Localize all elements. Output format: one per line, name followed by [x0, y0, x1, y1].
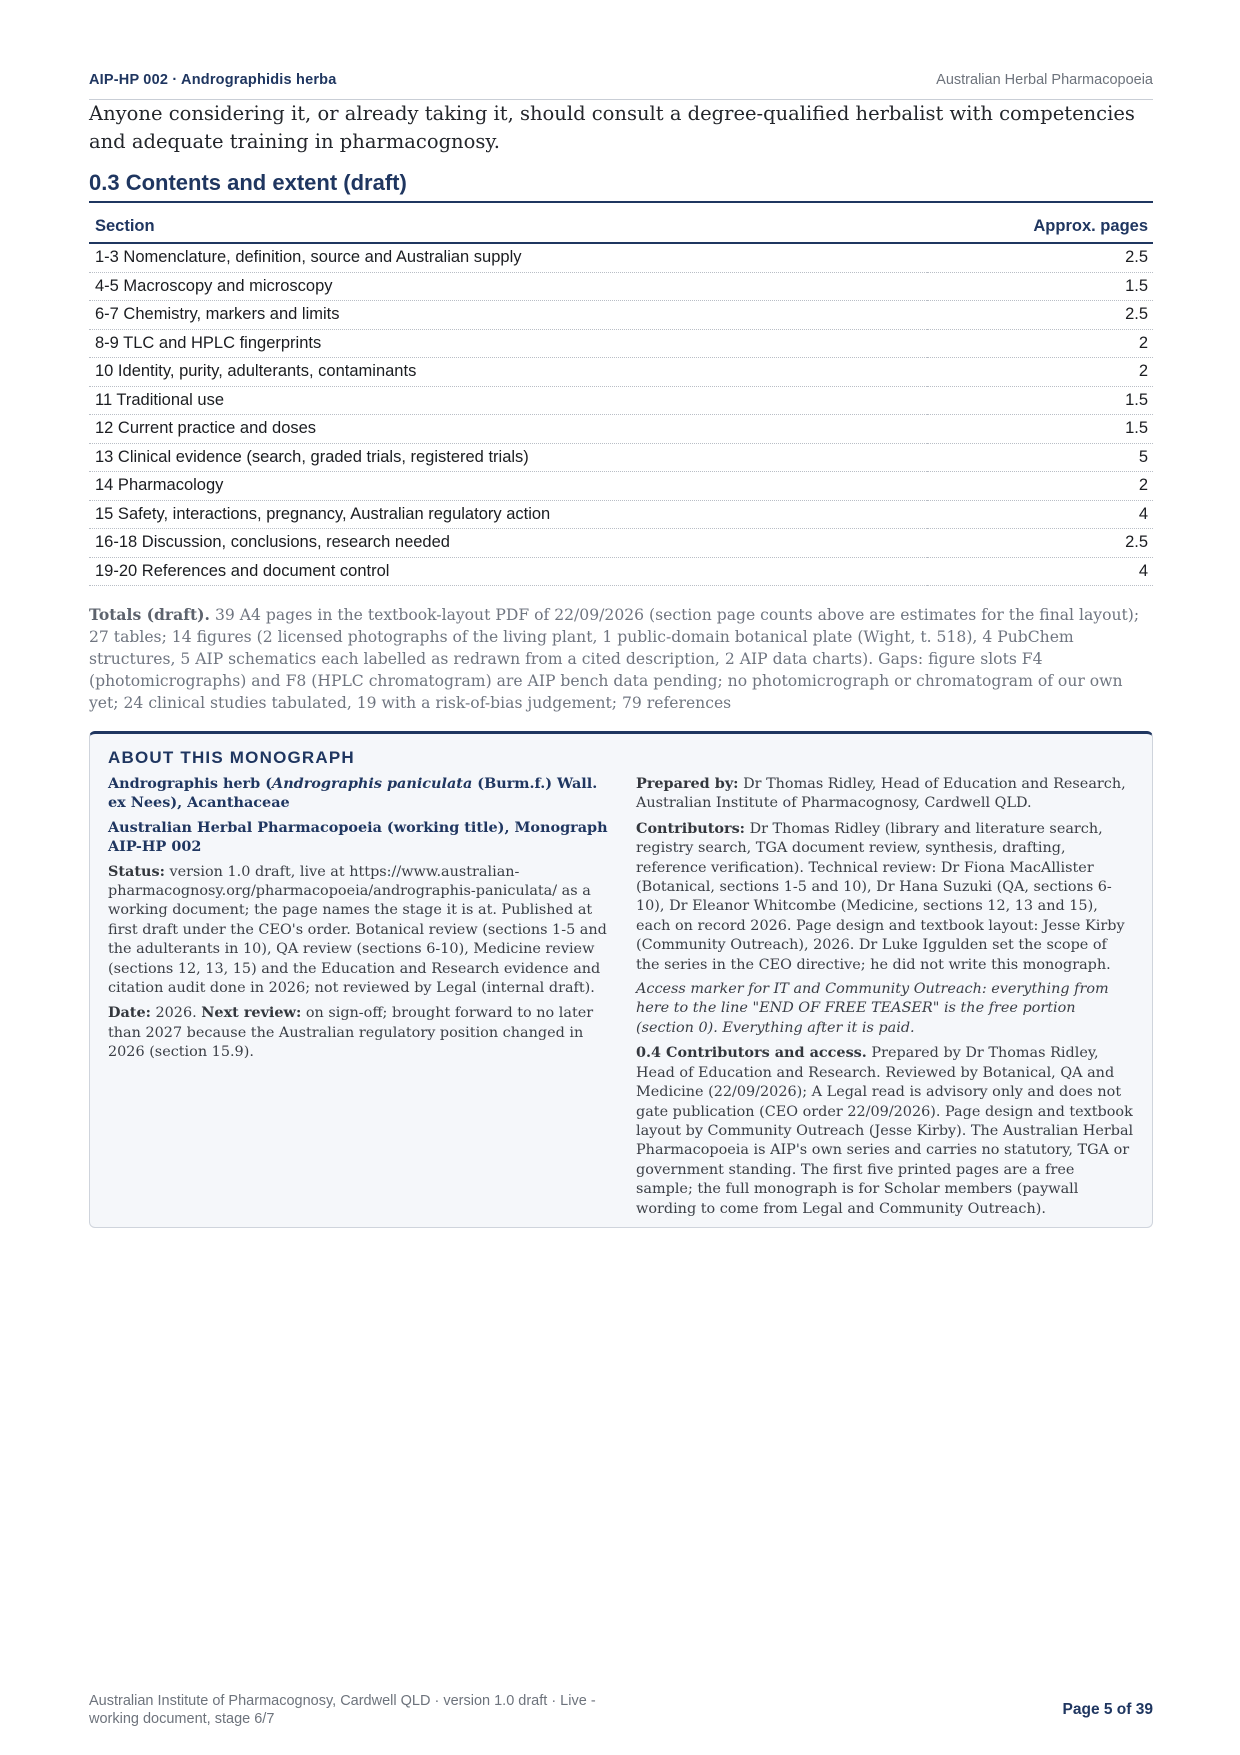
row-pages: 1.5: [927, 272, 1153, 301]
table-row: [89, 243, 1153, 272]
row-section: 8-9 TLC and HPLC fingerprints: [89, 329, 927, 358]
table-row: [89, 472, 1153, 501]
row-pages: 2: [927, 472, 1153, 501]
row-pages: 2: [927, 358, 1153, 387]
series-title: Australian Herbal Pharmacopoeia (working title), Monograph AIP-HP 002: [108, 818, 608, 856]
totals-label: Totals (draft).: [89, 605, 210, 624]
section-heading: 0.3 Contents and extent (draft): [89, 170, 1153, 203]
table-row: [89, 443, 1153, 472]
row-pages: 4: [927, 500, 1153, 529]
header-publication-title: Australian Herbal Pharmacopoeia: [936, 72, 1153, 88]
prepared-label: Prepared by:: [636, 775, 739, 792]
table-row: [89, 358, 1153, 387]
row-pages: 2.5: [927, 243, 1153, 272]
date-paragraph: [108, 1003, 613, 1062]
herb-binomial: Andrographis paniculata: [272, 775, 473, 792]
row-pages: 5: [927, 443, 1153, 472]
row-pages: 1.5: [927, 415, 1153, 444]
row-pages: 4: [927, 557, 1153, 586]
about-title: ABOUT THIS MONOGRAPH: [108, 748, 355, 767]
row-pages: 2.5: [927, 529, 1153, 558]
document-page: [89, 0, 1153, 1755]
table-row: [89, 329, 1153, 358]
next-review-label: Next review:: [201, 1004, 302, 1022]
row-section: 11 Traditional use: [89, 386, 927, 415]
contributors-access-paragraph: [636, 1043, 1134, 1219]
contributors-label: Contributors:: [636, 819, 745, 837]
column-header-pages: Approx. pages: [927, 211, 1153, 243]
about-monograph-panel: [89, 731, 1153, 1228]
row-pages: 1.5: [927, 386, 1153, 415]
row-section: 10 Identity, purity, adulterants, contaminants: [89, 358, 927, 387]
footer-institution: Australian Institute of Pharmacognosy, Cardwell QLD · version 1.0 draft · Live - working document, stage 6/7: [89, 1693, 596, 1727]
running-header: [89, 70, 1153, 100]
row-section: 16-18 Discussion, conclusions, research needed: [89, 529, 927, 558]
totals-text: 39 A4 pages in the textbook-layout PDF of 22/09/2026 (section page counts above are estimates for the final layout); 27 tables; 14 figures (2 licensed photographs of the living plant, 1 public-domain botanical plate (Wight, t. 518), 4 PubChem structures, 5 AIP schematics each labelled as redrawn from a cited description, 2 AIP data charts). Gaps: figure slots F4 (photomicrographs) and F8 (HPLC chromatogram) are AIP bench data pending; no photomicrograph or chromatogram of our own yet; 24 clinical studies tabulated, 19 with a risk-of-bias judgement; 79 references: [89, 606, 1140, 712]
page-number: Page 5 of 39: [1062, 1701, 1153, 1718]
table-row: [89, 386, 1153, 415]
herb-name: [108, 774, 613, 813]
status-text: version 1.0 draft, live at https://www.australian-pharmacognosy.org/pharmacopoeia/andrographis-paniculata/ as a working document; the page names the stage it is at. Published at first draft under the CEO's order. Botanical review (sections 1-5 and the adulterants in 10), QA review (sections 6-10), Medicine review (sections 12, 13, 15) and the Education and Research evidence and citation audit done in 2026; not reviewed by Legal (internal draft).: [108, 863, 607, 997]
status-label: Status:: [108, 862, 165, 880]
row-section: 1-3 Nomenclature, definition, source and Australian supply: [89, 243, 927, 272]
contributors-paragraph: [636, 819, 1134, 975]
contributors-text: Dr Thomas Ridley (library and literature search, registry search, TGA document review, synthesis, drafting, reference verification). Technical review: Dr Fiona MacAllister (Botanical, sections 1-5 and 10), Dr Hana Suzuki (QA, sections 6-10), Dr Eleanor Whitcombe (Medicine, sections 12, 13 and 15), each on record 2026. Page design and textbook layout: Jesse Kirby (Community Outreach), 2026. Dr Luke Iggulden set the scope of the series in the CEO directive; he did not write this monograph.: [636, 820, 1125, 973]
row-section: 12 Current practice and doses: [89, 415, 927, 444]
prepared-paragraph: [636, 774, 1134, 814]
access-note: [636, 980, 1134, 1038]
table-row: [89, 301, 1153, 330]
totals-paragraph: [89, 604, 1153, 714]
table-row: [89, 415, 1153, 444]
next-review-text: on sign-off; brought forward to no later than 2027 because the Australian regulatory position changed in 2026 (section 15.9).: [108, 1005, 594, 1061]
row-pages: 2: [927, 329, 1153, 358]
row-section: 14 Pharmacology: [89, 472, 927, 501]
about-right-column: [636, 774, 1134, 1224]
date-value: 2026.: [155, 1005, 197, 1022]
table-row: [89, 557, 1153, 586]
table-row: [89, 500, 1153, 529]
contributors-access-text: Prepared by Dr Thomas Ridley, Head of Education and Research. Reviewed by Botanical, QA and Medicine (22/09/2026); A Legal read is advisory only and does not gate publication (CEO order 22/09/2026). Page design and textbook layout by Community Outreach (Jesse Kirby). The Australian Herbal Pharmacopoeia is AIP's own series and carries no statutory, TGA or government standing. The first five printed pages are a free sample; the full monograph is for Scholar members (paywall wording to come from Legal and Community Outreach).: [636, 1045, 1134, 1217]
row-section: 4-5 Macroscopy and microscopy: [89, 272, 927, 301]
contents-table: [89, 211, 1153, 586]
row-section: 6-7 Chemistry, markers and limits: [89, 301, 927, 330]
column-header-section: Section: [89, 211, 927, 243]
about-left-column: [108, 774, 613, 1068]
status-paragraph: [108, 862, 613, 999]
table-row: [89, 529, 1153, 558]
contributors-access-label: 0.4 Contributors and access.: [636, 1044, 867, 1062]
prepared-text: Dr Thomas Ridley, Head of Education and Research, Australian Institute of Pharmacognosy, Cardwell QLD.: [636, 776, 1126, 812]
row-pages: 2.5: [927, 301, 1153, 330]
table-header-row: [89, 211, 1153, 243]
row-section: 19-20 References and document control: [89, 557, 927, 586]
table-row: [89, 272, 1153, 301]
row-section: 15 Safety, interactions, pregnancy, Australian regulatory action: [89, 500, 927, 529]
herb-name-suffix: (Burm.f.) Wall. ex Nees), Acanthaceae: [108, 775, 598, 812]
header-monograph-id: AIP-HP 002 · Andrographidis herba: [89, 72, 337, 88]
row-section: 13 Clinical evidence (search, graded trials, registered trials): [89, 443, 927, 472]
lead-paragraph: Anyone considering it, or already taking it, should consult a degree-qualified herbalist with competencies and adequate training in pharmacognosy.: [89, 102, 1135, 153]
date-label: Date:: [108, 1004, 151, 1022]
access-note-text: Access marker for IT and Community Outreach: everything from here to the line "END OF FREE TEASER" is the free portion (section 0). Everything after it is paid.: [636, 981, 1109, 1036]
herb-name-prefix: Andrographis herb (: [108, 775, 273, 792]
